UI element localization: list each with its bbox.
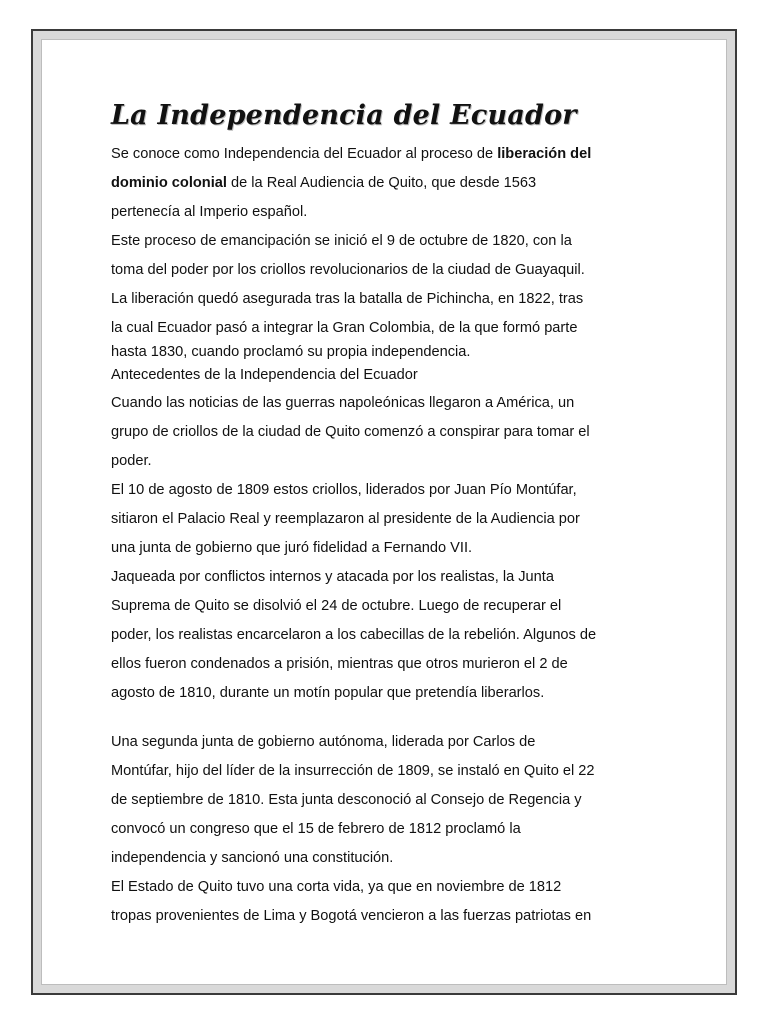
intro-line-3: pertenecía al Imperio español.: [111, 204, 308, 220]
paragraph-line: una junta de gobierno que juró fidelidad a Fernando VII.: [111, 540, 473, 556]
paragraph-line: convocó un congreso que el 15 de febrero de 1812 proclamó la: [111, 821, 521, 837]
paragraph-line: independencia y sancionó una constitución.: [111, 850, 394, 866]
intro-line-1: [111, 140, 671, 169]
paragraph-line: poder.: [111, 453, 152, 469]
page-frame: [31, 29, 737, 995]
paragraph-line: Montúfar, hijo del líder de la insurrección de 1809, se instaló en Quito el 22: [111, 763, 595, 779]
intro-line-2: [111, 169, 671, 198]
paragraph-line: ellos fueron condenados a prisión, mientras que otros murieron el 2 de: [111, 656, 568, 672]
paragraph-line: El 10 de agosto de 1809 estos criollos, liderados por Juan Pío Montúfar,: [111, 482, 577, 498]
paragraph-line: Cuando las noticias de las guerras napoleónicas llegaron a América, un: [111, 395, 575, 411]
intro-bold-text: liberación del: [497, 146, 592, 162]
paragraph-line: agosto de 1810, durante un motín popular que pretendía liberarlos.: [111, 685, 545, 701]
paragraph-line: de septiembre de 1810. Esta junta desconoció al Consejo de Regencia y: [111, 792, 582, 808]
paragraph-line: poder, los realistas encarcelaron a los cabecillas de la rebelión. Algunos de: [111, 627, 597, 643]
paragraph-line: la cual Ecuador pasó a integrar la Gran Colombia, de la que formó parte: [111, 320, 578, 336]
paragraph-line: tropas provenientes de Lima y Bogotá vencieron a las fuerzas patriotas en: [111, 908, 592, 924]
document-page: [41, 39, 727, 985]
paragraph-line: sitiaron el Palacio Real y reemplazaron al presidente de la Audiencia por: [111, 511, 580, 527]
intro-text: Se conoce como Independencia del Ecuador al proceso de: [111, 146, 498, 162]
intro-bold-text: dominio colonial: [111, 175, 227, 191]
paragraph-line: La liberación quedó asegurada tras la batalla de Pichincha, en 1822, tras: [111, 291, 584, 307]
paragraph-line: Jaqueada por conflictos internos y atacada por los realistas, la Junta: [111, 569, 554, 585]
intro-text: de la Real Audiencia de Quito, que desde 1563: [226, 175, 537, 191]
document-body: [111, 98, 671, 931]
paragraph-spacer: [111, 708, 671, 728]
paragraph-line: El Estado de Quito tuvo una corta vida, ya que en noviembre de 1812: [111, 879, 562, 895]
document-title: La Independencia del Ecuador: [111, 100, 577, 131]
paragraph-line: grupo de criollos de la ciudad de Quito comenzó a conspirar para tomar el: [111, 424, 590, 440]
paragraph-line: Suprema de Quito se disolvió el 24 de octubre. Luego de recuperar el: [111, 598, 562, 614]
paragraph-line: Una segunda junta de gobierno autónoma, liderada por Carlos de: [111, 734, 536, 750]
section-subheading: Antecedentes de la Independencia del Ecuador: [111, 367, 418, 383]
paragraph-line: Este proceso de emancipación se inició el 9 de octubre de 1820, con la: [111, 233, 572, 249]
paragraph-line: toma del poder por los criollos revolucionarios de la ciudad de Guayaquil.: [111, 262, 585, 278]
paragraph-line: hasta 1830, cuando proclamó su propia independencia.: [111, 344, 471, 360]
